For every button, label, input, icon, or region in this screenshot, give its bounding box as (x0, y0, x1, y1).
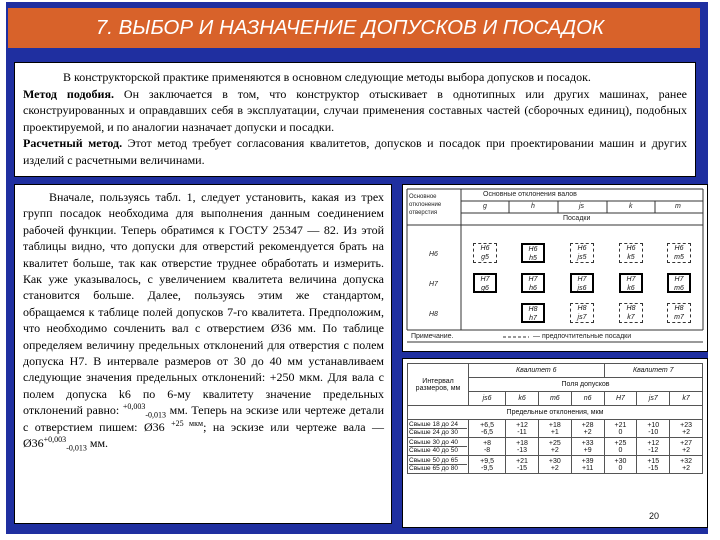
hole-dev: +25 мкм (171, 418, 204, 428)
deviation-cell (637, 420, 670, 438)
upper-deviation: +18 (516, 439, 528, 447)
field-header: m6 (538, 392, 571, 406)
upper-deviation: +39 (581, 457, 594, 465)
deviations-body (408, 420, 703, 474)
upper-deviation: +25 (614, 439, 627, 447)
lower-deviation: -11 (517, 428, 527, 436)
deviation-cell (469, 438, 506, 456)
upper-deviation: +28 (581, 421, 594, 429)
intro-p1: В конструкторской практике применяются в основном следующие методы выбора допусков и посадок. (63, 70, 591, 84)
row-label-h6: H6 (429, 251, 438, 258)
col-limits-header: Предельные отклонения, мкм (408, 406, 703, 420)
lower-deviation: -13 (516, 446, 528, 454)
lower-deviation: +1 (550, 428, 559, 436)
method-similarity-paragraph (23, 86, 687, 136)
lower-deviation: -15 (516, 464, 528, 472)
deviation-cell (670, 438, 703, 456)
lower-deviation: 0 (618, 446, 623, 454)
range-label: Свыше 50 до 65 (409, 457, 458, 464)
fits-table (402, 184, 708, 352)
lower-deviation: -6,5 (481, 428, 494, 436)
fit-cell: H7 h6 (521, 273, 545, 293)
shaft-col-h: h (531, 203, 535, 210)
deviation-cell (538, 456, 571, 474)
fit-cell: H7 g6 (473, 273, 497, 293)
deviation-cell (604, 438, 637, 456)
deviation-cell (670, 420, 703, 438)
deviations-table (402, 358, 708, 528)
lower-deviation: +2 (550, 464, 559, 472)
deviation-cell (506, 456, 539, 474)
fit-cell: H6 m5 (667, 243, 691, 263)
upper-deviation: +10 (647, 421, 660, 429)
fit-cell: H8 k7 (619, 303, 643, 323)
method-calc-title: Расчетный метод. (23, 136, 123, 150)
field-header: k6 (506, 392, 539, 406)
row-label-h7: H7 (429, 281, 438, 288)
range-label: Свыше 30 до 40 (409, 439, 458, 446)
main-paragraph (23, 189, 384, 452)
deviation-cell (604, 456, 637, 474)
upper-deviation: +30 (614, 457, 627, 465)
upper-deviation: +12 (647, 439, 660, 447)
deviation-cell (538, 438, 571, 456)
row-label-h8: H8 (429, 311, 438, 318)
upper-deviation: +8 (483, 439, 492, 447)
lower-deviation: -10 (648, 428, 659, 436)
deviation-cell (571, 438, 604, 456)
page-number: 20 (708, 13, 720, 24)
intro-paragraph (23, 69, 687, 86)
fits-header-fits: Посадки (563, 215, 591, 222)
method-calc-paragraph (23, 135, 687, 168)
main-text-part3: ; на эскизе или чертеже вала — Ø36 (23, 419, 384, 451)
fit-cell: H8 h7 (521, 303, 545, 323)
upper-deviation: +21 (614, 421, 627, 429)
lower-deviation: +2 (682, 428, 691, 436)
lower-deviation: +2 (583, 428, 592, 436)
upper-deviation: +33 (581, 439, 594, 447)
deviation-cell (469, 420, 506, 438)
table-row (408, 456, 703, 474)
lower-deviation: +11 (581, 464, 594, 472)
lower-deviation: 0 (618, 428, 623, 436)
table-footer-mark: 20 (649, 511, 660, 521)
lower-deviation: 0 (618, 464, 623, 472)
shaft-col-g: g (483, 203, 487, 210)
deviation-cell (571, 456, 604, 474)
lower-deviation: -12 (648, 446, 659, 454)
lower-deviation: -15 (648, 464, 659, 472)
range-label: Свыше 24 до 30 (409, 428, 467, 436)
fits-header-hole: Основное отклонение отверстия (409, 194, 442, 216)
upper-deviation: +15 (647, 457, 660, 465)
upper-deviation: +9,5 (480, 457, 494, 465)
shaft-col-js: js (579, 203, 585, 210)
main-text-part1: Вначале, пользуясь табл. 1, следует установить, какая из трех групп посадок необходима для выполнения данным соединением рабочей функции. Теперь обратимся к ГОСТУ 25347 — 82. Из этой таблицы видно, что допуски для отверстий рекомендуется брать на квалитет больше, так как отверстие труднее обработать и измерить. Как уже указывалось, с увеличением квалитета величина допуска становится больше. Далее, пользуясь этим же стандартом, обращаемся к таблице полей допусков 7-го квалитета. Предположим, что необходимо сочленить вал с отверстием Ø36 мм. По таблице определяем величину предельных отклонений для отверстия с полем допуска Н7. В интервале размеров от 30 до 40 мм устанавливаем следующие значения предельных отклонений: +250 мкм. Для вала с полем допуска k6 по 6-му квалитету значение предельных отклонений равно: (23, 190, 384, 418)
shaft-col-m: m (675, 203, 681, 210)
lower-deviation: -8 (483, 446, 491, 454)
method-similarity-title: Метод подобия. (23, 86, 114, 101)
fits-note-text: — предпочтительные посадки (533, 333, 632, 340)
main-text-part2: мм. Теперь на эскизе или чертеже детали с отверстием пишем: Ø36 (23, 403, 384, 434)
deviation-cell (670, 456, 703, 474)
deviation-cell (469, 456, 506, 474)
upper-deviation: +27 (680, 439, 693, 447)
range-label: Свыше 40 до 50 (409, 446, 467, 454)
shaft-lower-dev: -0,013 (145, 410, 167, 420)
col-range-header: Интервал размеров, мм (408, 364, 469, 406)
table-row (408, 438, 703, 456)
fit-cell: H6 js5 (570, 243, 594, 263)
fit-cell: H8 js7 (570, 303, 594, 323)
upper-deviation: +30 (548, 457, 561, 465)
deviation-cell (637, 456, 670, 474)
deviation-cell (506, 438, 539, 456)
shaft-upper-dev: +0,003 (122, 402, 146, 412)
lower-deviation: +2 (550, 446, 559, 454)
field-header: k7 (670, 392, 703, 406)
fit-cell: H6 k5 (619, 243, 643, 263)
deviations-grid (407, 363, 703, 474)
shaft2-upper-dev: +0,003 (43, 435, 67, 445)
col-q7-header: Квалитет 7 (604, 364, 702, 378)
fit-cell: H7 m6 (667, 273, 691, 293)
table-row (408, 420, 703, 438)
range-cell (408, 420, 469, 438)
field-header: H7 (604, 392, 637, 406)
range-cell (408, 456, 469, 474)
col-fields-header: Поля допусков (469, 378, 703, 392)
fit-cell: H7 k6 (619, 273, 643, 293)
main-text-box (14, 184, 392, 524)
fit-cell: H7 js6 (570, 273, 594, 293)
fit-cell: H6 h5 (521, 243, 545, 263)
deviation-cell (538, 420, 571, 438)
range-label: Свыше 65 до 80 (409, 464, 467, 472)
method-similarity-text: Он заключается в том, что конструктор отыскивает в однотипных или других машинах, ранее сконструированных и оправдавших себя в эксплуатации, случаи применения составных частей (сборочных единиц), подобных проектируемой, и по аналогии назначает допуски и посадки. (23, 86, 688, 134)
fit-cell: H6 g5 (473, 243, 497, 263)
deviation-cell (604, 420, 637, 438)
upper-deviation: +25 (548, 439, 561, 447)
upper-deviation: +21 (516, 457, 528, 465)
fit-cell: H8 m7 (667, 303, 691, 323)
method-calc-text: Этот метод требует согласования квалитетов, допусков и посадок при проектировании машин и других изделий с расчетными величинами. (23, 136, 687, 167)
range-cell (408, 438, 469, 456)
range-label: Свыше 18 до 24 (409, 421, 458, 428)
field-header: js7 (637, 392, 670, 406)
shaft2-lower-dev: -0,013 (66, 443, 87, 453)
lower-deviation: -9,5 (481, 464, 494, 472)
main-text-part4: мм. (86, 436, 109, 451)
lower-deviation: +2 (682, 446, 691, 454)
fits-note-label: Примечание. (411, 333, 454, 340)
field-header: js6 (469, 392, 506, 406)
field-header: n6 (571, 392, 604, 406)
page-title: 7. ВЫБОР И НАЗНАЧЕНИЕ ДОПУСКОВ И ПОСАДОК (95, 16, 605, 39)
upper-deviation: +18 (548, 421, 561, 429)
upper-deviation: +23 (680, 421, 693, 429)
col-q6-header: Квалитет 6 (469, 364, 605, 378)
deviation-cell (637, 438, 670, 456)
fits-header-main: Основные отклонения валов (483, 191, 577, 198)
upper-deviation: +6,5 (480, 421, 494, 429)
shaft-col-k: k (629, 203, 633, 210)
intro-text-box (14, 62, 696, 177)
upper-deviation: +12 (516, 421, 528, 429)
deviation-cell (506, 420, 539, 438)
lower-deviation: +2 (682, 464, 691, 472)
deviation-cell (571, 420, 604, 438)
upper-deviation: +32 (680, 457, 693, 465)
lower-deviation: +9 (583, 446, 592, 454)
